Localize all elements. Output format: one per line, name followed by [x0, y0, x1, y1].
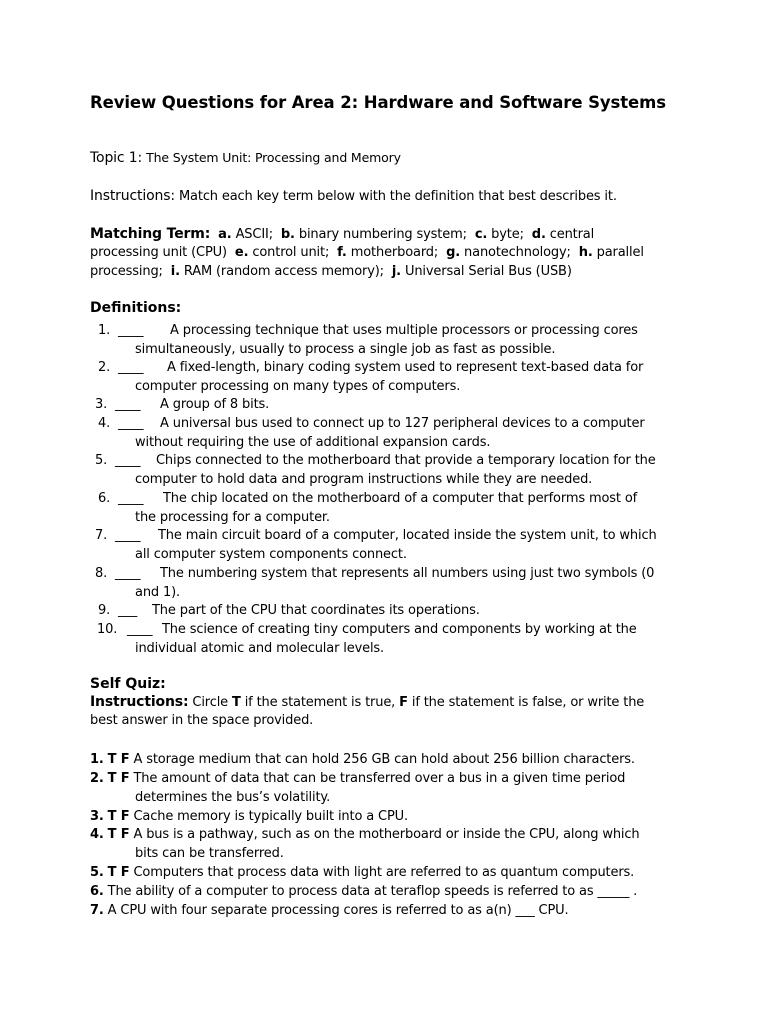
definition-text: A universal bus used to connect up to 127 peripheral devices to a computer	[160, 416, 645, 431]
quiz-number: 4.	[90, 827, 104, 842]
term-text: parallel	[596, 245, 644, 260]
definition-item	[90, 395, 690, 414]
definition-item	[90, 358, 690, 396]
quiz-line	[90, 903, 569, 918]
quiz-line	[90, 884, 637, 899]
matching-line-1	[90, 226, 594, 242]
term-text: central	[549, 227, 595, 242]
term-letter: h.	[578, 245, 593, 260]
quiz-line	[90, 827, 640, 842]
true-false-choice[interactable]: T F	[107, 865, 130, 880]
quiz-text: Cache memory is typically built into a CPU.	[133, 809, 409, 824]
definitions-heading: Definitions:	[90, 300, 182, 316]
quiz-line	[90, 752, 635, 767]
quiz-text: Computers that process data with light are referred to as quantum computers.	[133, 865, 635, 880]
self-quiz-instructions	[90, 694, 644, 710]
definition-item	[90, 564, 690, 602]
definition-text-continued: simultaneously, usually to process a single job as fast as possible.	[135, 342, 556, 357]
definition-item	[90, 321, 690, 359]
definition-text: A group of 8 bits.	[160, 397, 270, 412]
quiz-line	[90, 771, 625, 786]
quiz-item	[90, 863, 634, 882]
term-text: ASCII;	[235, 227, 273, 242]
definition-text-continued: individual atomic and molecular levels.	[135, 641, 385, 656]
quiz-text-continued: determines the bus’s volatility.	[135, 790, 331, 805]
true-false-choice[interactable]: T F	[107, 809, 130, 824]
term-letter: b.	[280, 227, 295, 242]
instr-false-letter: F	[399, 695, 408, 710]
quiz-item	[90, 769, 625, 807]
quiz-item	[90, 825, 640, 863]
answer-blank[interactable]: ___	[118, 603, 138, 618]
self-quiz-instructions-label: Instructions:	[90, 694, 189, 710]
definition-text: The science of creating tiny computers and components by working at the	[162, 622, 637, 637]
quiz-number: 5.	[90, 865, 104, 880]
definition-item	[90, 620, 690, 658]
quiz-number: 7.	[90, 903, 104, 918]
term-text: processing;	[90, 264, 163, 279]
definition-number: 10.	[97, 622, 118, 637]
quiz-text: The amount of data that can be transferred over a bus in a given time period	[133, 771, 626, 786]
term-letter: a.	[218, 227, 232, 242]
definition-text: A fixed-length, binary coding system used to represent text-based data for	[167, 360, 644, 375]
definition-text-continued: computer to hold data and program instructions while they are needed.	[135, 472, 593, 487]
definition-number: 8.	[95, 566, 108, 581]
answer-blank[interactable]: ____	[115, 397, 141, 412]
quiz-line	[90, 865, 634, 880]
quiz-item	[90, 901, 569, 920]
definition-number: 3.	[95, 397, 108, 412]
definition-text: Chips connected to the motherboard that provide a temporary location for the	[156, 453, 656, 468]
quiz-number: 1.	[90, 752, 104, 767]
quiz-text: A CPU with four separate processing cores is referred to as a(n) ___ CPU.	[107, 903, 569, 918]
term-text: motherboard;	[350, 245, 439, 260]
quiz-number: 6.	[90, 884, 104, 899]
definition-number: 7.	[95, 528, 108, 543]
instructions-text: Match each key term below with the definition that best describes it.	[178, 189, 617, 204]
definition-text: A processing technique that uses multiple processors or processing cores	[170, 323, 638, 338]
self-quiz-instructions-line-2: best answer in the space provided.	[90, 713, 314, 728]
quiz-line	[90, 809, 408, 824]
term-letter: g.	[446, 245, 461, 260]
definition-text-continued: and 1).	[135, 585, 181, 600]
definition-text-continued: computer processing on many types of computers.	[135, 379, 461, 394]
matching-line-3	[90, 264, 572, 279]
instr-part: if the statement is true,	[240, 695, 400, 710]
true-false-choice[interactable]: T F	[107, 827, 130, 842]
definition-text: The chip located on the motherboard of a computer that performs most of	[163, 491, 638, 506]
matching-label: Matching Term:	[90, 226, 211, 242]
term-text: processing unit (CPU)	[90, 245, 227, 260]
definition-item	[90, 414, 690, 452]
true-false-choice[interactable]: T F	[107, 771, 130, 786]
matching-line-2	[90, 245, 644, 260]
answer-blank[interactable]: ____	[127, 622, 153, 637]
topic-label: Topic 1:	[90, 150, 143, 166]
instructions-label: Instructions:	[90, 188, 175, 204]
answer-blank[interactable]: ____	[115, 528, 141, 543]
answer-blank[interactable]: ____	[118, 416, 144, 431]
term-text: control unit;	[252, 245, 330, 260]
definition-text: The part of the CPU that coordinates its operations.	[152, 603, 480, 618]
quiz-text: The ability of a computer to process data at teraflop speeds is referred to as _____ .	[107, 884, 638, 899]
term-letter: e.	[234, 245, 249, 260]
quiz-text-continued: bits can be transferred.	[135, 846, 284, 861]
quiz-text: A bus is a pathway, such as on the motherboard or inside the CPU, along which	[133, 827, 640, 842]
definition-text: The main circuit board of a computer, located inside the system unit, to which	[158, 528, 657, 543]
definition-text-continued: all computer system components connect.	[135, 547, 407, 562]
definition-item	[90, 601, 690, 620]
quiz-item	[90, 882, 637, 901]
term-letter: d.	[531, 227, 546, 242]
topic-text: The System Unit: Processing and Memory	[146, 150, 401, 165]
term-letter: j.	[391, 264, 401, 279]
definition-text-continued: the processing for a computer.	[135, 510, 330, 525]
answer-blank[interactable]: ____	[115, 566, 141, 581]
definition-item	[90, 451, 690, 489]
term-text: binary numbering system;	[298, 227, 467, 242]
term-letter: c.	[474, 227, 488, 242]
page-title: Review Questions for Area 2: Hardware and Software Systems	[90, 93, 666, 112]
definition-item	[90, 489, 690, 527]
answer-blank[interactable]: ____	[118, 323, 144, 338]
term-letter: i.	[170, 264, 180, 279]
topic-line	[90, 150, 401, 166]
definition-item	[90, 526, 690, 564]
definition-text: The numbering system that represents all numbers using just two symbols (0	[160, 566, 655, 581]
definition-text-continued: without requiring the use of additional expansion cards.	[135, 435, 491, 450]
term-text: nanotechnology;	[464, 245, 571, 260]
definition-number: 6.	[98, 491, 111, 506]
instr-part: if the statement is false, or write the	[407, 695, 645, 710]
instructions-line	[90, 188, 617, 204]
definition-number: 5.	[95, 453, 108, 468]
definition-number: 4.	[98, 416, 111, 431]
term-text: byte;	[491, 227, 524, 242]
quiz-number: 2.	[90, 771, 104, 786]
answer-blank[interactable]: ____	[118, 491, 144, 506]
term-text: Universal Serial Bus (USB)	[404, 264, 572, 279]
answer-blank[interactable]: ____	[115, 453, 141, 468]
quiz-item	[90, 807, 408, 826]
instr-true-letter: T	[232, 695, 241, 710]
term-letter: f.	[337, 245, 347, 260]
answer-blank[interactable]: ____	[118, 360, 144, 375]
self-quiz-heading: Self Quiz:	[90, 676, 166, 692]
true-false-choice[interactable]: T F	[107, 752, 130, 767]
quiz-number: 3.	[90, 809, 104, 824]
instr-part: Circle	[192, 695, 233, 710]
term-text: RAM (random access memory);	[183, 264, 384, 279]
definition-number: 2.	[98, 360, 111, 375]
quiz-text: A storage medium that can hold 256 GB can hold about 256 billion characters.	[133, 752, 635, 767]
definition-number: 9.	[98, 603, 111, 618]
quiz-item	[90, 750, 635, 769]
definition-number: 1.	[98, 323, 111, 338]
